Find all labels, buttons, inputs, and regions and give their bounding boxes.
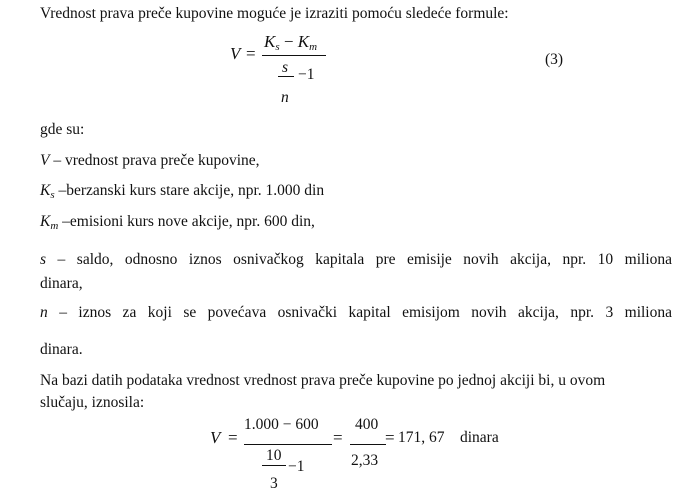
symbol-n: n (40, 304, 48, 321)
symbol-k: K (40, 182, 51, 199)
formula-equals: = (385, 428, 395, 447)
subscript-s: s (50, 189, 55, 201)
inner-numerator-10: 10 (266, 447, 282, 464)
definition-s-line2: dinara, (40, 275, 83, 292)
inner-numerator-s: s (282, 59, 289, 76)
definition-text: – vrednost prava preče kupovine, (53, 152, 260, 169)
conclusion-line1: Na bazi datih podataka vrednost vrednost prava preče kupovine po jednoj akciji bi, u ovom (40, 372, 606, 389)
symbol-v: V (40, 152, 50, 169)
minus-one: −1 (298, 66, 315, 83)
fraction-numerator: 1.000 − 600 (244, 416, 319, 433)
definition-v (40, 153, 260, 169)
conclusion-line2: slučaju, iznosila: (40, 394, 145, 411)
definition-text: – saldo, odnosno iznos osnivačkog kapitala pre emisije novih akcija, npr. 10 miliona (57, 251, 673, 268)
symbol-k: K (297, 32, 310, 51)
definition-text: – iznos za koji se povećava osnivački kapital emisijom novih akcija, npr. 3 miliona (59, 304, 672, 321)
definition-ks (40, 183, 324, 201)
fraction-denominator: 2,33 (351, 452, 379, 469)
equation-number: (3) (545, 51, 564, 68)
definition-text: –emisioni kurs nove akcije, npr. 600 din, (62, 213, 315, 230)
minus-sign: − (283, 32, 294, 51)
definition-km (40, 214, 315, 232)
fraction-bar (262, 55, 326, 56)
definition-n-line2: dinara. (40, 341, 83, 358)
formula-equals: = (246, 44, 256, 63)
fraction-bar (244, 444, 332, 445)
intro-text: Vrednost prava preče kupovine moguće je izraziti pomoću sledeće formule: (40, 5, 509, 22)
inner-fraction-bar (262, 465, 286, 466)
fraction-bar (350, 444, 386, 445)
inner-denominator-n: n (281, 89, 289, 106)
minus-one: −1 (288, 458, 305, 475)
symbol-k: K (264, 32, 276, 51)
formula-equals: = (333, 428, 343, 447)
inner-fraction-bar (278, 76, 294, 77)
symbol-s: s (40, 251, 47, 268)
result-unit: dinara (460, 429, 499, 446)
gde-su-label: gde su: (40, 121, 85, 138)
formula-lhs-v: V (230, 44, 241, 63)
inner-denominator-3: 3 (270, 475, 278, 492)
fraction-numerator: 400 (355, 416, 379, 433)
subscript-m: m (309, 41, 318, 53)
formula-lhs-v: V (210, 428, 221, 447)
result-value: 171, 67 (398, 429, 445, 446)
definition-text: –berzanski kurs stare akcije, npr. 1.000 din (58, 182, 325, 199)
formula-numerator (264, 33, 317, 53)
symbol-k: K (40, 213, 51, 230)
subscript-s: s (275, 41, 280, 53)
formula-equals: = (228, 428, 238, 447)
definition-n-line1 (40, 305, 672, 321)
definition-s-line1 (40, 252, 672, 268)
subscript-m: m (50, 220, 59, 232)
